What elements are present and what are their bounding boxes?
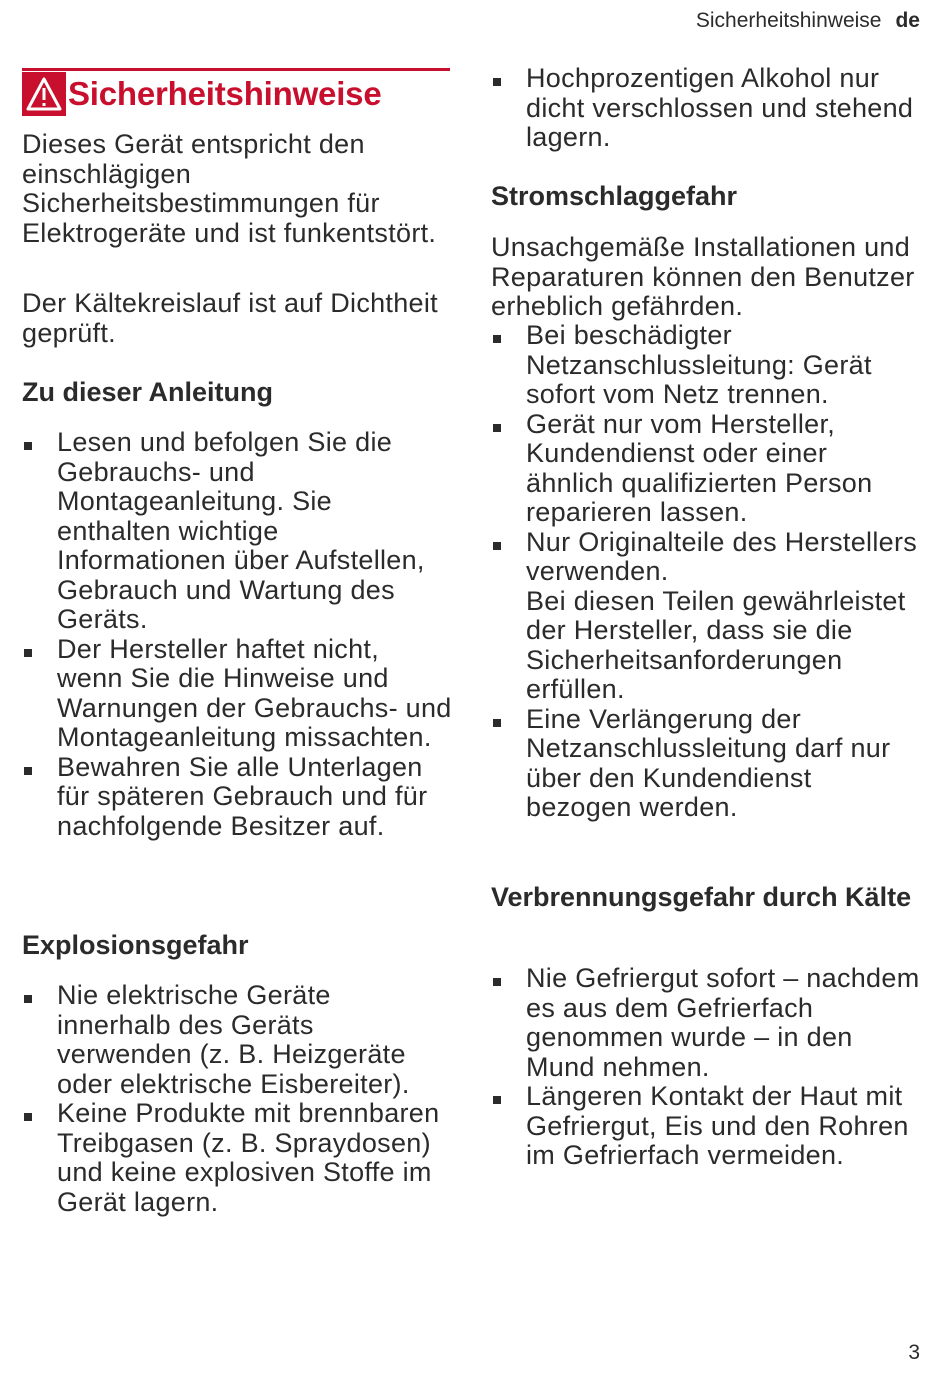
list-item-text: Bei diesen Teilen gewährleistet der Hersteller, dass sie die Sicherheitsanforderungen erfüllen. [526,585,906,704]
list-item: Gerät nur vom Hersteller, Kundendienst oder einer ähnlich qualifizierten Person reparieren lassen. [491,410,921,528]
page-title [22,72,382,116]
bullet-list-anleitung [22,428,452,841]
bullet-list-strom [491,321,921,823]
list-item: Lesen und befolgen Sie die Gebrauchs- und Montageanleitung. Sie enthalten wichtige Informationen über Aufstellen, Gebrauch und Wartung des Geräts. [22,428,452,635]
intro-paragraph: Dieses Gerät entspricht den einschlägigen Sicherheitsbestimmungen für Elektrogeräte und ist funkentstört. [22,129,437,248]
section-heading-anleitung: Zu dieser Anleitung [22,377,274,407]
bullet-list-kaelte [491,964,921,1171]
list-item: Eine Verlängerung der Netzanschlussleitung darf nur über den Kundendienst bezogen werden. [491,705,921,823]
list-item: Nie Gefriergut sofort – nachdem es aus dem Gefrierfach genommen wurde – in den Mund nehmen. [491,964,921,1082]
title-rule [22,68,450,71]
section-heading-kaelte: Verbrennungsgefahr durch Kälte [491,882,912,912]
list-item: Der Hersteller haftet nicht, wenn Sie die Hinweise und Warnungen der Gebrauchs- und Montageanleitung missachten. [22,635,452,753]
list-item [491,528,921,705]
list-item: Bewahren Sie alle Unterlagen für späteren Gebrauch und für nachfolgende Besitzer auf. [22,753,452,842]
language-code: de [895,9,920,32]
list-item: Bei beschädigter Netzanschlussleitung: Gerät sofort vom Netz trennen. [491,321,921,410]
list-item: Nie elektrische Geräte innerhalb des Geräts verwenden (z. B. Heizgeräte oder elektrische Eisbereiter). [22,981,452,1099]
list-item: Längeren Kontakt der Haut mit Gefriergut, Eis und den Rohren im Gefrierfach vermeiden. [491,1082,921,1171]
warning-triangle-icon [22,72,66,116]
list-item: Hochprozentigen Alkohol nur dicht verschlossen und stehend lagern. [491,64,921,153]
list-item-text: Nur Originalteile des Herstellers verwenden. [526,526,918,586]
list-item: Keine Produkte mit brennbaren Treibgasen (z. B. Spraydosen) und keine explosiven Stoffe im Gerät lagern. [22,1099,452,1217]
bullet-list-explosion [22,981,452,1217]
page-title-text: Sicherheitshinweise [68,75,382,112]
section-heading-strom: Stromschlaggefahr [491,181,738,211]
running-header-section: Sicherheitshinweise [695,9,882,32]
intro-paragraph: Der Kältekreislauf ist auf Dichtheit geprüft. [22,288,438,348]
section-heading-explosion: Explosionsgefahr [22,930,249,960]
bullet-list-explosion-cont [491,64,921,153]
running-header [696,8,920,34]
page-number: 3 [908,1341,920,1364]
section-intro-strom: Unsachgemäße Installationen und Reparaturen können den Benutzer erheblich gefährden. [491,232,915,321]
